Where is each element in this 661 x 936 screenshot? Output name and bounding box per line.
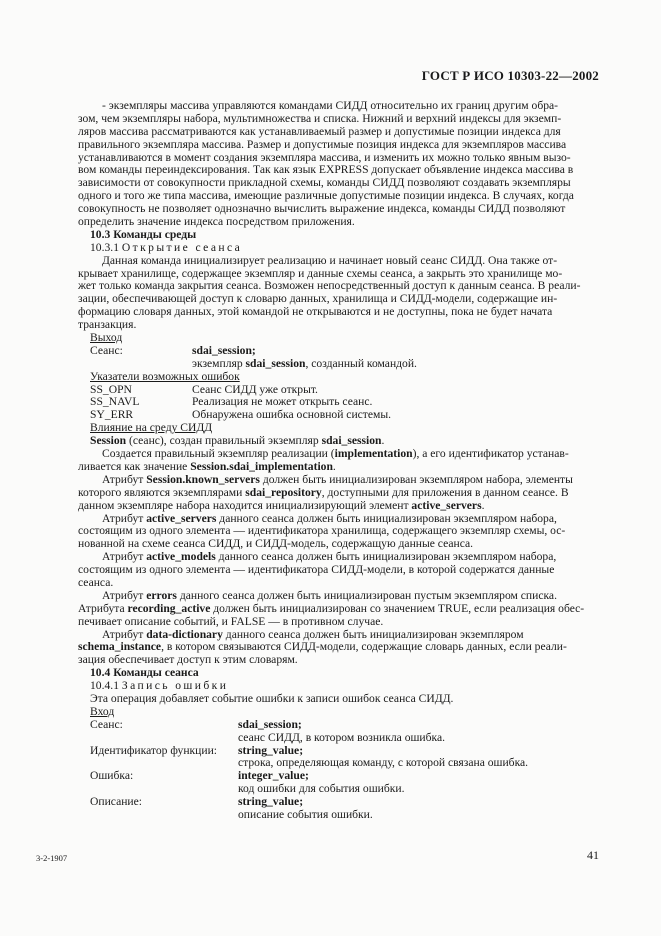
footer-code: 3-2-1907 xyxy=(36,853,68,863)
desc-bold: sdai_session xyxy=(245,356,306,370)
p4-line-3: данном экземпляре набора находится инициализирующий элемент active_servers. xyxy=(78,498,485,512)
section-number: 10.3.1 xyxy=(90,240,119,254)
env-text-2: . xyxy=(381,434,385,448)
open-session-line: транзакция. xyxy=(78,318,137,332)
env-label: Влияние на среду СИДД xyxy=(90,421,213,435)
arrays-line: правильного экземпляра массива. Размер и допустимые позиция индекса для экземпляров массива xyxy=(78,137,567,151)
input-desc: код ошибки для события ошибки. xyxy=(238,782,405,796)
error-code: SY_ERR xyxy=(90,408,134,422)
input-label: Вход xyxy=(90,704,115,718)
env-text-1: (сеанс), создан правильный экземпляр xyxy=(126,434,322,448)
output-session-label: Сеанс: xyxy=(90,343,123,357)
env-bold-1: Session xyxy=(90,434,127,448)
arrays-line: зом, чем экземпляры набора, мультимножества и списка. Нижний и верхний индексы для экземп- xyxy=(78,111,562,125)
arrays-line: зависимости от совокупности прикладной схемы, команды СИДД позволяют создавать экземпляры xyxy=(78,176,571,190)
page-number: 41 xyxy=(587,848,599,862)
input-desc: строка, определяющая команду, с которой связана ошибка. xyxy=(238,756,529,770)
desc-text-end: , созданный командой. xyxy=(305,356,417,370)
p5-line: состоящим из одного элемента — идентификатора хранилища, содержащего экземпляр схемы, ос- xyxy=(78,524,566,538)
input-desc: сеанс СИДД, в котором возникла ошибка. xyxy=(238,730,446,744)
input-value: string_value; xyxy=(238,795,304,809)
p9: Эта операция добавляет событие ошибки к записи ошибок сеанса СИДД. xyxy=(90,691,454,705)
p5-rest xyxy=(78,524,600,551)
p4-line-1: Атрибут Session.known_servers должен быть инициализирован экземпляром набора, элементы xyxy=(102,472,573,486)
open-session-line: Данная команда инициализирует реализацию и начинает новый сеанс СИДД. Она также от- xyxy=(102,253,558,267)
arrays-line: определить значение индекса посредством приложения. xyxy=(78,215,355,229)
errors-list xyxy=(90,384,600,423)
arrays-line: вом команды переиндексирования. Так как язык EXPRESS допускает объявление индекса массива в xyxy=(78,163,574,177)
input-label: Описание: xyxy=(90,795,142,809)
paragraph-arrays xyxy=(78,99,600,229)
errors-label: Указатели возможных ошибок xyxy=(90,369,240,383)
output-label: Выход xyxy=(90,331,123,345)
input-value: string_value; xyxy=(238,743,304,757)
desc-text: экземпляр xyxy=(192,356,246,370)
error-code: SS_NAVL xyxy=(90,395,140,409)
p5-line-1: Атрибут active_servers данного сеанса должен быть инициализирован экземпляром набора, xyxy=(102,511,557,525)
input-value: sdai_session; xyxy=(238,717,302,731)
open-session-line: крывает хранилище, содержащее экземпляр и данные схемы сеанса, а закрыть это хранилище мо- xyxy=(78,266,563,280)
section-number: 10.4.1 xyxy=(90,679,119,693)
env-bold-2: sdai_session xyxy=(321,434,382,448)
inputs-list xyxy=(90,719,600,822)
error-code: SS_OPN xyxy=(90,382,132,396)
section-title: Открытие сеанса xyxy=(121,240,243,254)
output-session-value: sdai_session; xyxy=(192,343,256,357)
p6-line-1: Атрибут active_models данного сеанса должен быть инициализирован экземпляром набора, xyxy=(102,550,557,564)
open-session-line: жет только команда закрытия сеанса. Возможен непосредственный доступ к данным сеанса. В реали- xyxy=(78,279,581,293)
section-10-3-heading: 10.3 Команды среды xyxy=(90,227,197,241)
arrays-line: устанавливаются в момент создания экземпляра массива, и изменить их можно только явным вызо- xyxy=(78,150,571,164)
section-10-4-heading: 10.4 Команды сеанса xyxy=(90,666,199,680)
p7-line-1: Атрибут errors данного сеанса должен быть инициализирован пустым экземпляром списка. xyxy=(102,588,557,602)
input-label: Ошибка: xyxy=(90,769,134,783)
p6-line: сеанса. xyxy=(78,575,114,589)
arrays-line: ляров массива рассматриваются как устанавливаемый размер и допустимые позиции индекса для xyxy=(78,124,561,138)
input-row xyxy=(90,719,600,732)
p6-line: состоящим из одного элемента — идентификатора СИДД-модели, в которой содержатся данные xyxy=(78,563,555,577)
open-session-line: формацию словаря данных, этой командой не открываются и не доступны, пока не будет начата xyxy=(78,305,553,319)
input-label: Сеанс: xyxy=(90,717,123,731)
arrays-line: совокупность не позволяет однозначно вычислить выражение индекса, команды СИДД позволяют xyxy=(78,202,566,216)
p6-rest xyxy=(78,563,600,590)
error-desc: Обнаружена ошибка основной системы. xyxy=(192,408,392,422)
p8-line-1: Атрибут data-dictionary данного сеанса должен быть инициализирован экземпляром xyxy=(102,627,524,641)
document-header: ГОСТ Р ИСО 10303-22—2002 xyxy=(421,68,599,83)
input-value: integer_value; xyxy=(238,769,309,783)
input-desc: описание события ошибки. xyxy=(238,807,373,821)
document-body xyxy=(78,99,600,822)
arrays-line: - экземпляры массива управляются командами СИДД относительно их границ другим обра- xyxy=(102,99,559,112)
open-session-line: зации, обеспечивающей доступ к словарю данных, хранилища и СИДД-модели, содержащие ин- xyxy=(78,292,558,306)
p8-line-3: зация обеспечивает доступ к этим словарям. xyxy=(78,653,298,667)
section-title: Запись ошибки xyxy=(121,679,229,693)
section-10-3-1-heading xyxy=(90,242,600,255)
p5-line: нованной на схеме сеанса СИДД, и СИДД-модель, содержащую данные сеанса. xyxy=(78,537,474,551)
p7-line-2: Атрибута recording_active должен быть инициализирован со значением TRUE, если реализация обес- xyxy=(78,601,585,615)
paragraph-open-session xyxy=(78,253,600,332)
input-label: Идентификатор функции: xyxy=(90,743,218,757)
error-desc: Сеанс СИДД уже открыт. xyxy=(192,382,318,396)
output-session-desc xyxy=(90,358,600,371)
error-desc: Реализация не может открыть сеанс. xyxy=(192,395,373,409)
p4-line-2: которого являются экземплярами sdai_repository, доступными для приложения в данном сеансе. В xyxy=(78,485,569,499)
p3-line-2: ливается как значение Session.sdai_implementation. xyxy=(78,459,336,473)
arrays-line: одного и того же типа массива, имеющие различные допустимые позиции индекса. В случаях, когда xyxy=(78,189,574,203)
p8-line-2: schema_instance, в котором связываются СИДД-модели, содержащие словарь данных, если реали- xyxy=(78,640,567,654)
p7-line-3: печивает описание событий, и FALSE — в противном случае. xyxy=(78,614,384,628)
p3-line-1: Создается правильный экземпляр реализации (implementation), а его идентификатор устанав- xyxy=(102,447,569,461)
